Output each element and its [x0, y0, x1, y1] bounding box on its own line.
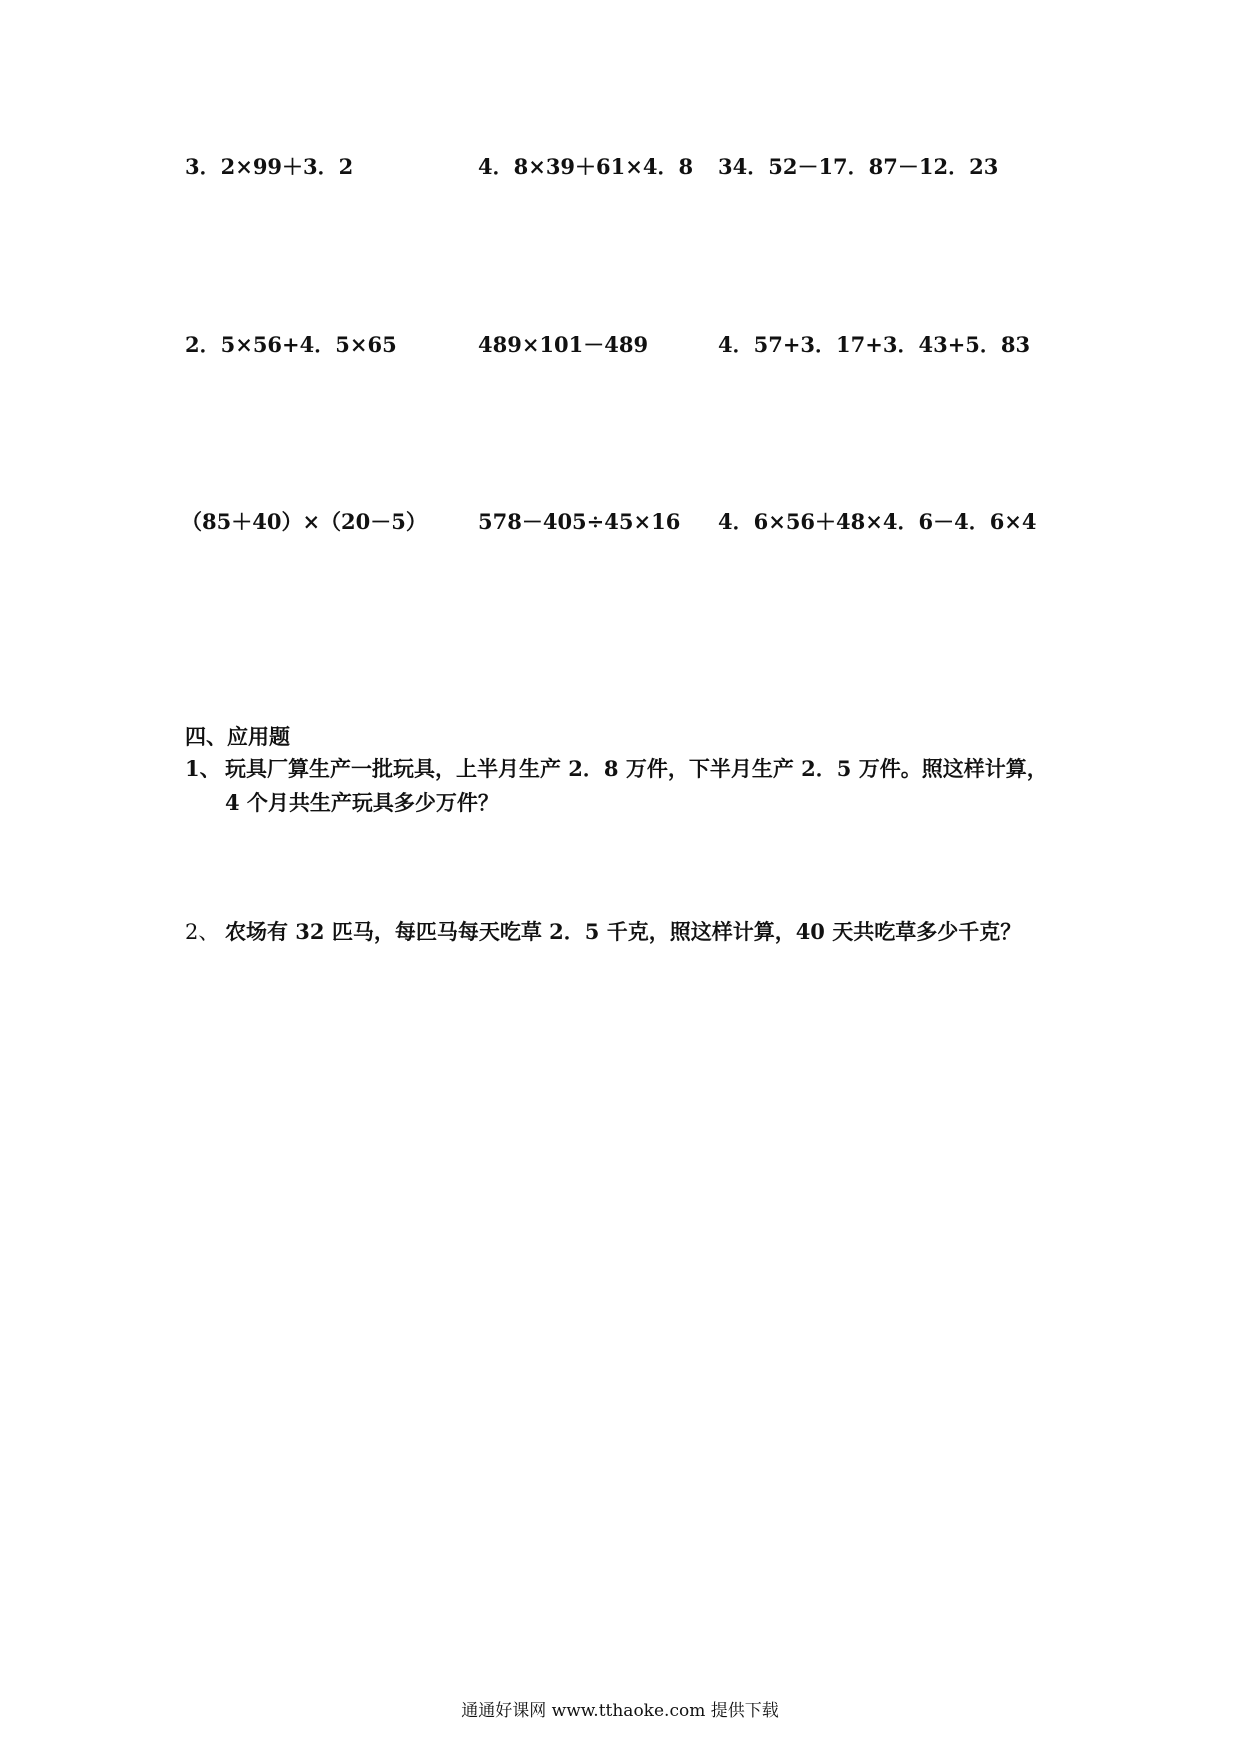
problem-text: 农场有 32 匹马，每匹马每天吃草 2．5 千克，照这样计算，40 天共吃草多少千克？: [225, 919, 1022, 944]
calc-expression: 4．57+3．17+3．43+5．83: [718, 332, 1031, 357]
calc-expression: 2．5×56+4．5×65: [185, 332, 397, 357]
calc-expression: 578－405÷45×16: [478, 509, 681, 534]
problem-text: 玩具厂算生产一批玩具，上半月生产 2．8 万件，下半月生产 2．5 万件。照这样计算，: [225, 756, 1048, 781]
word-problem-1: [185, 752, 1048, 815]
calc-expression: 4．8×39＋61×4．8: [478, 154, 694, 179]
calc-row-1: [0, 150, 1240, 184]
calc-row-2: [0, 328, 1240, 362]
calc-expression: （85＋40）×（20－5）: [181, 509, 427, 534]
word-problem-2: [185, 915, 1021, 949]
calc-row-3: [0, 505, 1240, 539]
problem-number: 1、: [185, 756, 221, 781]
calc-expression: 3．2×99＋3．2: [185, 154, 354, 179]
calc-expression: 34．52－17．87－12．23: [718, 154, 999, 179]
calc-expression: 4．6×56＋48×4．6－4．6×4: [718, 509, 1037, 534]
section-title: 四、应用题: [185, 724, 290, 749]
problem-number: 2、: [185, 920, 220, 944]
page-footer: 通通好课网 www.tthaoke.com 提供下载: [461, 1701, 779, 1721]
problem-text-continued: 4 个月共生产玩具多少万件？: [225, 790, 499, 815]
calc-expression: 489×101－489: [478, 332, 649, 357]
